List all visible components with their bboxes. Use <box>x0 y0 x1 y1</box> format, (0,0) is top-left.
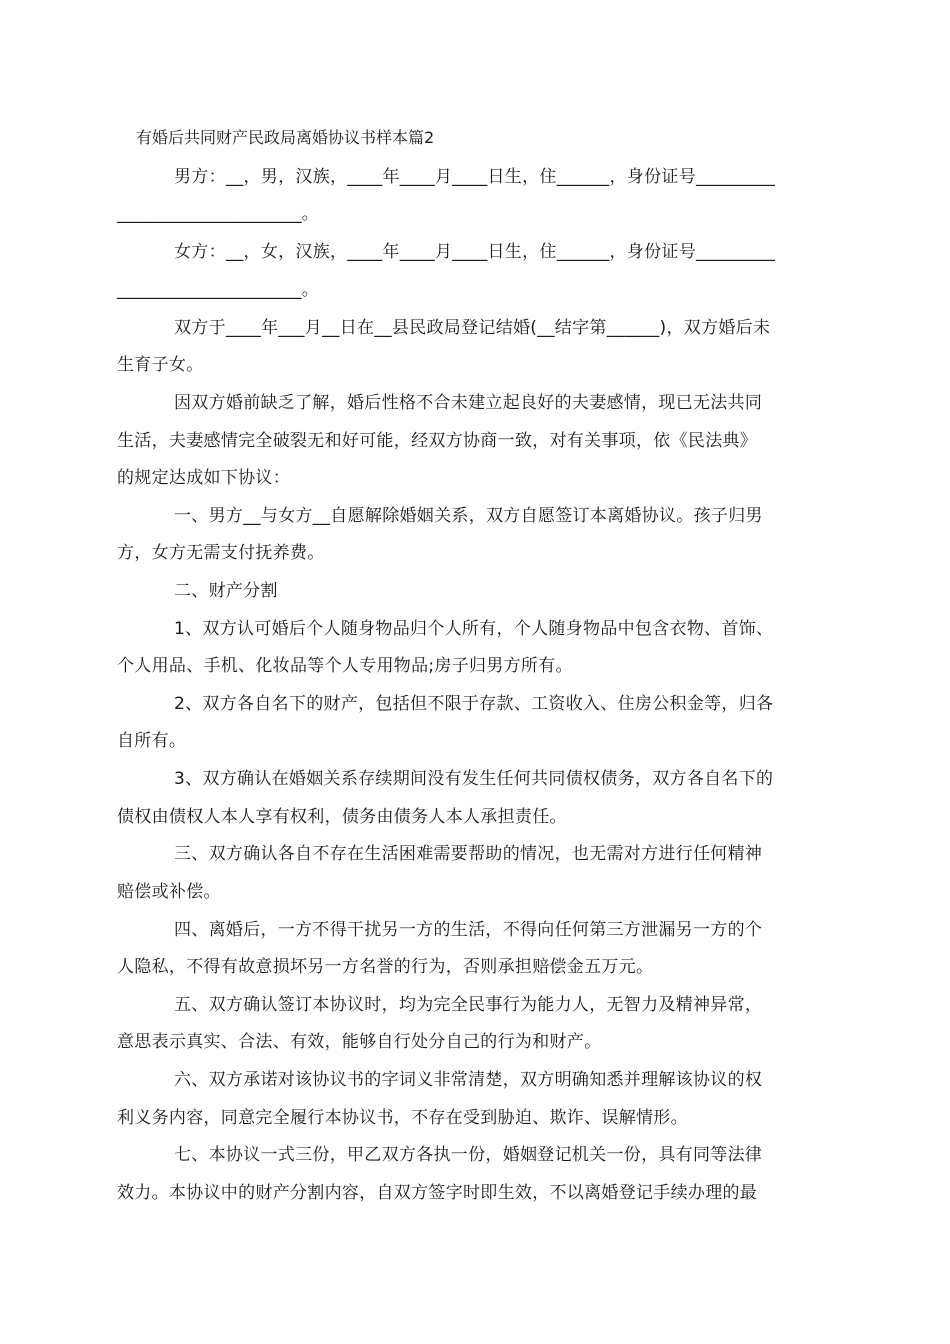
text-line: 2、双方各自名下的财产，包括但不限于存款、工资收入、住房公积金等，归各 <box>174 694 774 714</box>
text-line: 3、双方确认在婚姻关系存续期间没有发生任何共同债权债务，双方各自名下的 <box>174 769 774 789</box>
text-line: 三、双方确认各自不存在生活困难需要帮助的情况，也无需对方进行任何精神 <box>174 844 763 864</box>
text-line: 人隐私，不得有故意损坏另一方名誉的行为，否则承担赔偿金五万元。 <box>117 957 654 977</box>
text-line: 生活，夫妻感情完全破裂无和好可能，经双方协商一致，对有关事项，依《民法典》 <box>117 431 758 451</box>
text-line: 利义务内容，同意完全履行本协议书，不存在受到胁迫、欺诈、误解情形。 <box>117 1108 688 1128</box>
text-line: 的规定达成如下协议： <box>117 468 290 488</box>
text-line: 六、双方承诺对该协议书的字词义非常清楚，双方明确知悉并理解该协议的权 <box>174 1070 763 1090</box>
text-line: 双方于____年___月__日在__县民政局登记结婚(__结字第______)，双方婚后未 <box>174 318 771 338</box>
text-line: 意思表示真实、合法、有效，能够自行处分自己的行为和财产。 <box>117 1032 602 1052</box>
text-line: 效力。本协议中的财产分割内容，自双方签字时即生效，不以离婚登记手续办理的最 <box>117 1183 758 1203</box>
text-line: _____________________。 <box>117 280 320 300</box>
text-line: 男方：__，男，汉族，____年____月____日生，住______，身份证号_________ <box>174 167 776 187</box>
text-line: 债权由债权人本人享有权利，债务由债务人本人承担责任。 <box>117 807 567 827</box>
text-line: 生育子女。 <box>117 355 204 375</box>
text-line: 自所有。 <box>117 731 187 751</box>
text-line: 一、男方__与女方__自愿解除婚姻关系，双方自愿签订本离婚协议。孩子归男 <box>174 506 763 526</box>
text-line: 四、离婚后，一方不得干扰另一方的生活，不得向任何第三方泄漏另一方的个 <box>174 920 763 940</box>
document-title: 有婚后共同财产民政局离婚协议书样本篇2 <box>136 128 435 147</box>
text-line: 因双方婚前缺乏了解，婚后性格不合未建立起良好的夫妻感情，现已无法共同 <box>174 393 763 413</box>
text-line: 赔偿或补偿。 <box>117 882 221 902</box>
text-line: 个人用品、手机、化妆品等个人专用物品;房子归男方所有。 <box>117 656 573 676</box>
text-line: 五、双方确认签订本协议时，均为完全民事行为能力人，无智力及精神异常， <box>174 995 763 1015</box>
text-line: 方，女方无需支付抚养费。 <box>117 543 325 563</box>
text-line: 二、财产分割 <box>174 581 278 601</box>
text-line: 1、双方认可婚后个人随身物品归个人所有，个人随身物品中包含衣物、首饰、 <box>174 619 774 639</box>
text-line: _____________________。 <box>117 204 320 224</box>
text-line: 七、本协议一式三份，甲乙双方各执一份，婚姻登记机关一份，具有同等法律 <box>174 1145 763 1165</box>
text-line: 女方：__，女，汉族，____年____月____日生，住______，身份证号_________ <box>174 242 776 262</box>
